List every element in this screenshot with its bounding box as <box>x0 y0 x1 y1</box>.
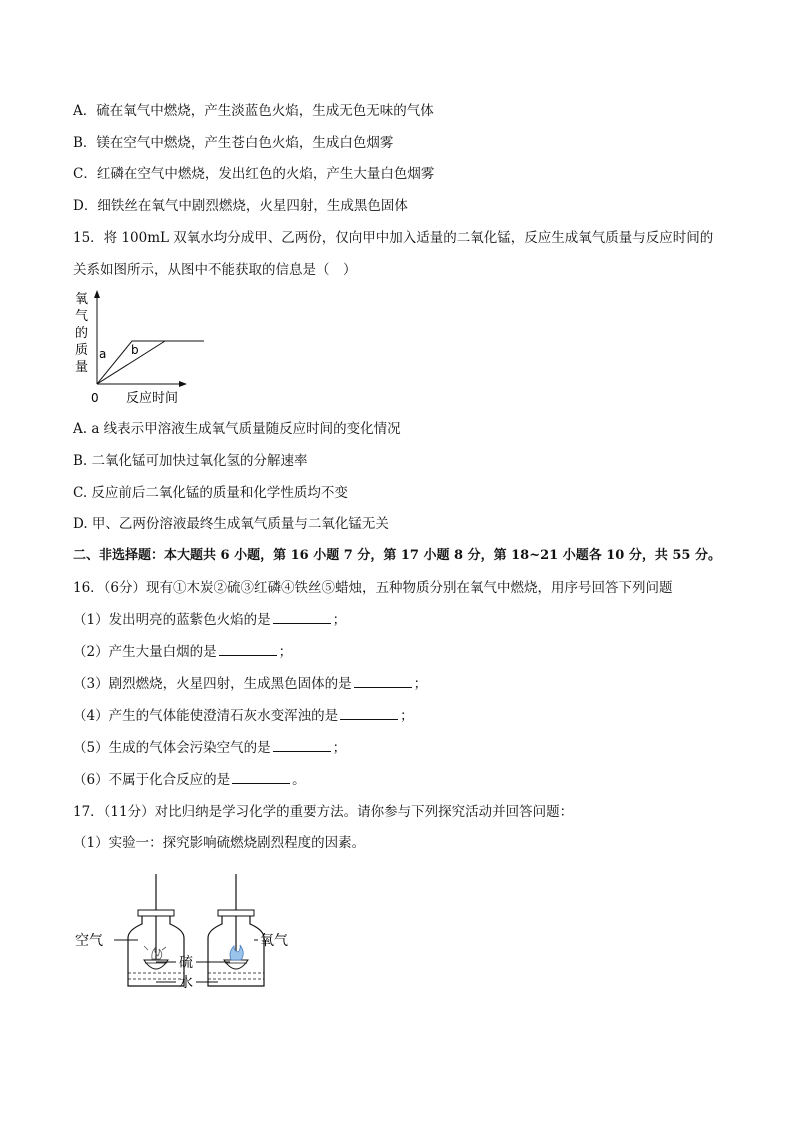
answer-blank[interactable] <box>232 770 290 784</box>
q14-option-d: D．细铁丝在氧气中剧烈燃烧，火星四射，生成黑色固体 <box>73 198 408 214</box>
label-water: 水 <box>179 975 193 991</box>
graph-xlabel: 反应时间 <box>126 391 179 406</box>
q14-option-c: C．红磷在空气中燃烧，发出红色的火焰，产生大量白色烟雾 <box>73 166 435 182</box>
q16-item-end: ； <box>332 740 347 756</box>
answer-blank[interactable] <box>340 706 398 720</box>
q16-stem: 16．（6分）现有①木炭②硫③红磷④铁丝⑤蜡烛，五种物质分别在氧气中燃烧，用序号回答下列问题 <box>73 580 673 596</box>
blue-flame-icon <box>230 945 243 960</box>
q16-item-3 <box>73 674 427 694</box>
q15-option-a: A. a 线表示甲溶液生成氧气质量随反应时间的变化情况 <box>73 421 401 437</box>
graph-y-arrow <box>94 290 100 298</box>
graph-ylabel-char: 氧 <box>75 292 89 307</box>
section2-heading: 二、非选择题：本大题共 6 小题，第 16 小题 7 分，第 17 小题 8 分，第 18~21 小题各 10 分，共 55 分。 <box>73 548 721 563</box>
q16-item-2 <box>73 642 292 662</box>
q16-item-end: ； <box>278 644 293 660</box>
label-oxygen: 氧气 <box>260 933 288 949</box>
q15-stem-line1: 15．将 100mL 双氧水均分成甲、乙两份，仅向甲中加入适量的二氧化锰，反应生成氧气质量与反应时间的 <box>73 230 714 246</box>
q16-item-text: （2）产生大量白烟的是 <box>73 644 217 660</box>
air-jar <box>128 874 184 986</box>
answer-blank[interactable] <box>273 610 331 624</box>
answer-blank[interactable] <box>354 674 412 688</box>
graph-curve-b-label: b <box>131 343 139 357</box>
q16-item-1 <box>73 610 346 630</box>
q17-stem: 17．（11分）对比归纳是学习化学的重要方法。请你参与下列探究活动并回答问题： <box>73 804 574 820</box>
graph-ylabel-char: 的 <box>75 326 89 341</box>
q16-item-end: ； <box>413 676 428 692</box>
q15-stem-line2: 关系如图所示，从图中不能获取的信息是（ ） <box>73 262 357 278</box>
graph-x-arrow <box>179 381 187 387</box>
q16-item-text: （1）发出明亮的蓝紫色火焰的是 <box>73 612 271 628</box>
graph-curve-a-label: a <box>99 347 107 361</box>
graph-ylabel-char: 质 <box>75 343 89 358</box>
q17-part1: （1）实验一：探究影响硫燃烧剧烈程度的因素。 <box>73 835 366 851</box>
q16-item-end: ； <box>400 708 414 724</box>
q16-item-5 <box>73 738 346 758</box>
q15-option-d: D. 甲、乙两份溶液最终生成氧气质量与二氧化锰无关 <box>73 516 389 532</box>
answer-blank[interactable] <box>273 738 331 752</box>
q16-item-4 <box>73 706 414 726</box>
graph-origin: 0 <box>91 391 99 405</box>
graph-ylabel-char: 气 <box>75 309 89 324</box>
graph-curve-a <box>97 341 204 384</box>
q15-graph <box>70 286 220 408</box>
q16-item-6 <box>73 770 306 790</box>
answer-blank[interactable] <box>219 642 277 656</box>
q17-experiment-figure <box>72 872 302 994</box>
q14-option-b: B．镁在空气中燃烧，产生苍白色火焰，生成白色烟雾 <box>73 135 394 151</box>
small-flame-icon <box>152 948 162 959</box>
q16-item-end: ； <box>332 612 347 628</box>
oxygen-jar <box>208 874 264 986</box>
q15-option-b: B. 二氧化锰可加快过氧化氢的分解速率 <box>73 453 308 469</box>
q15-option-c: C. 反应前后二氧化锰的质量和化学性质均不变 <box>73 485 348 501</box>
label-sulfur: 硫 <box>179 955 193 971</box>
q16-item-end: 。 <box>292 772 306 788</box>
q16-item-text: （4）产生的气体能使澄清石灰水变浑浊的是 <box>73 708 339 724</box>
q14-option-a: A．硫在氧气中燃烧，产生淡蓝色火焰，生成无色无味的气体 <box>73 103 434 119</box>
label-air: 空气 <box>75 933 103 949</box>
q16-item-text: （6）不属于化合反应的是 <box>73 772 231 788</box>
graph-ylabel-char: 量 <box>75 360 89 375</box>
q16-item-text: （3）剧烈燃烧，火星四射，生成黑色固体的是 <box>73 676 352 692</box>
q16-item-text: （5）生成的气体会污染空气的是 <box>73 740 271 756</box>
